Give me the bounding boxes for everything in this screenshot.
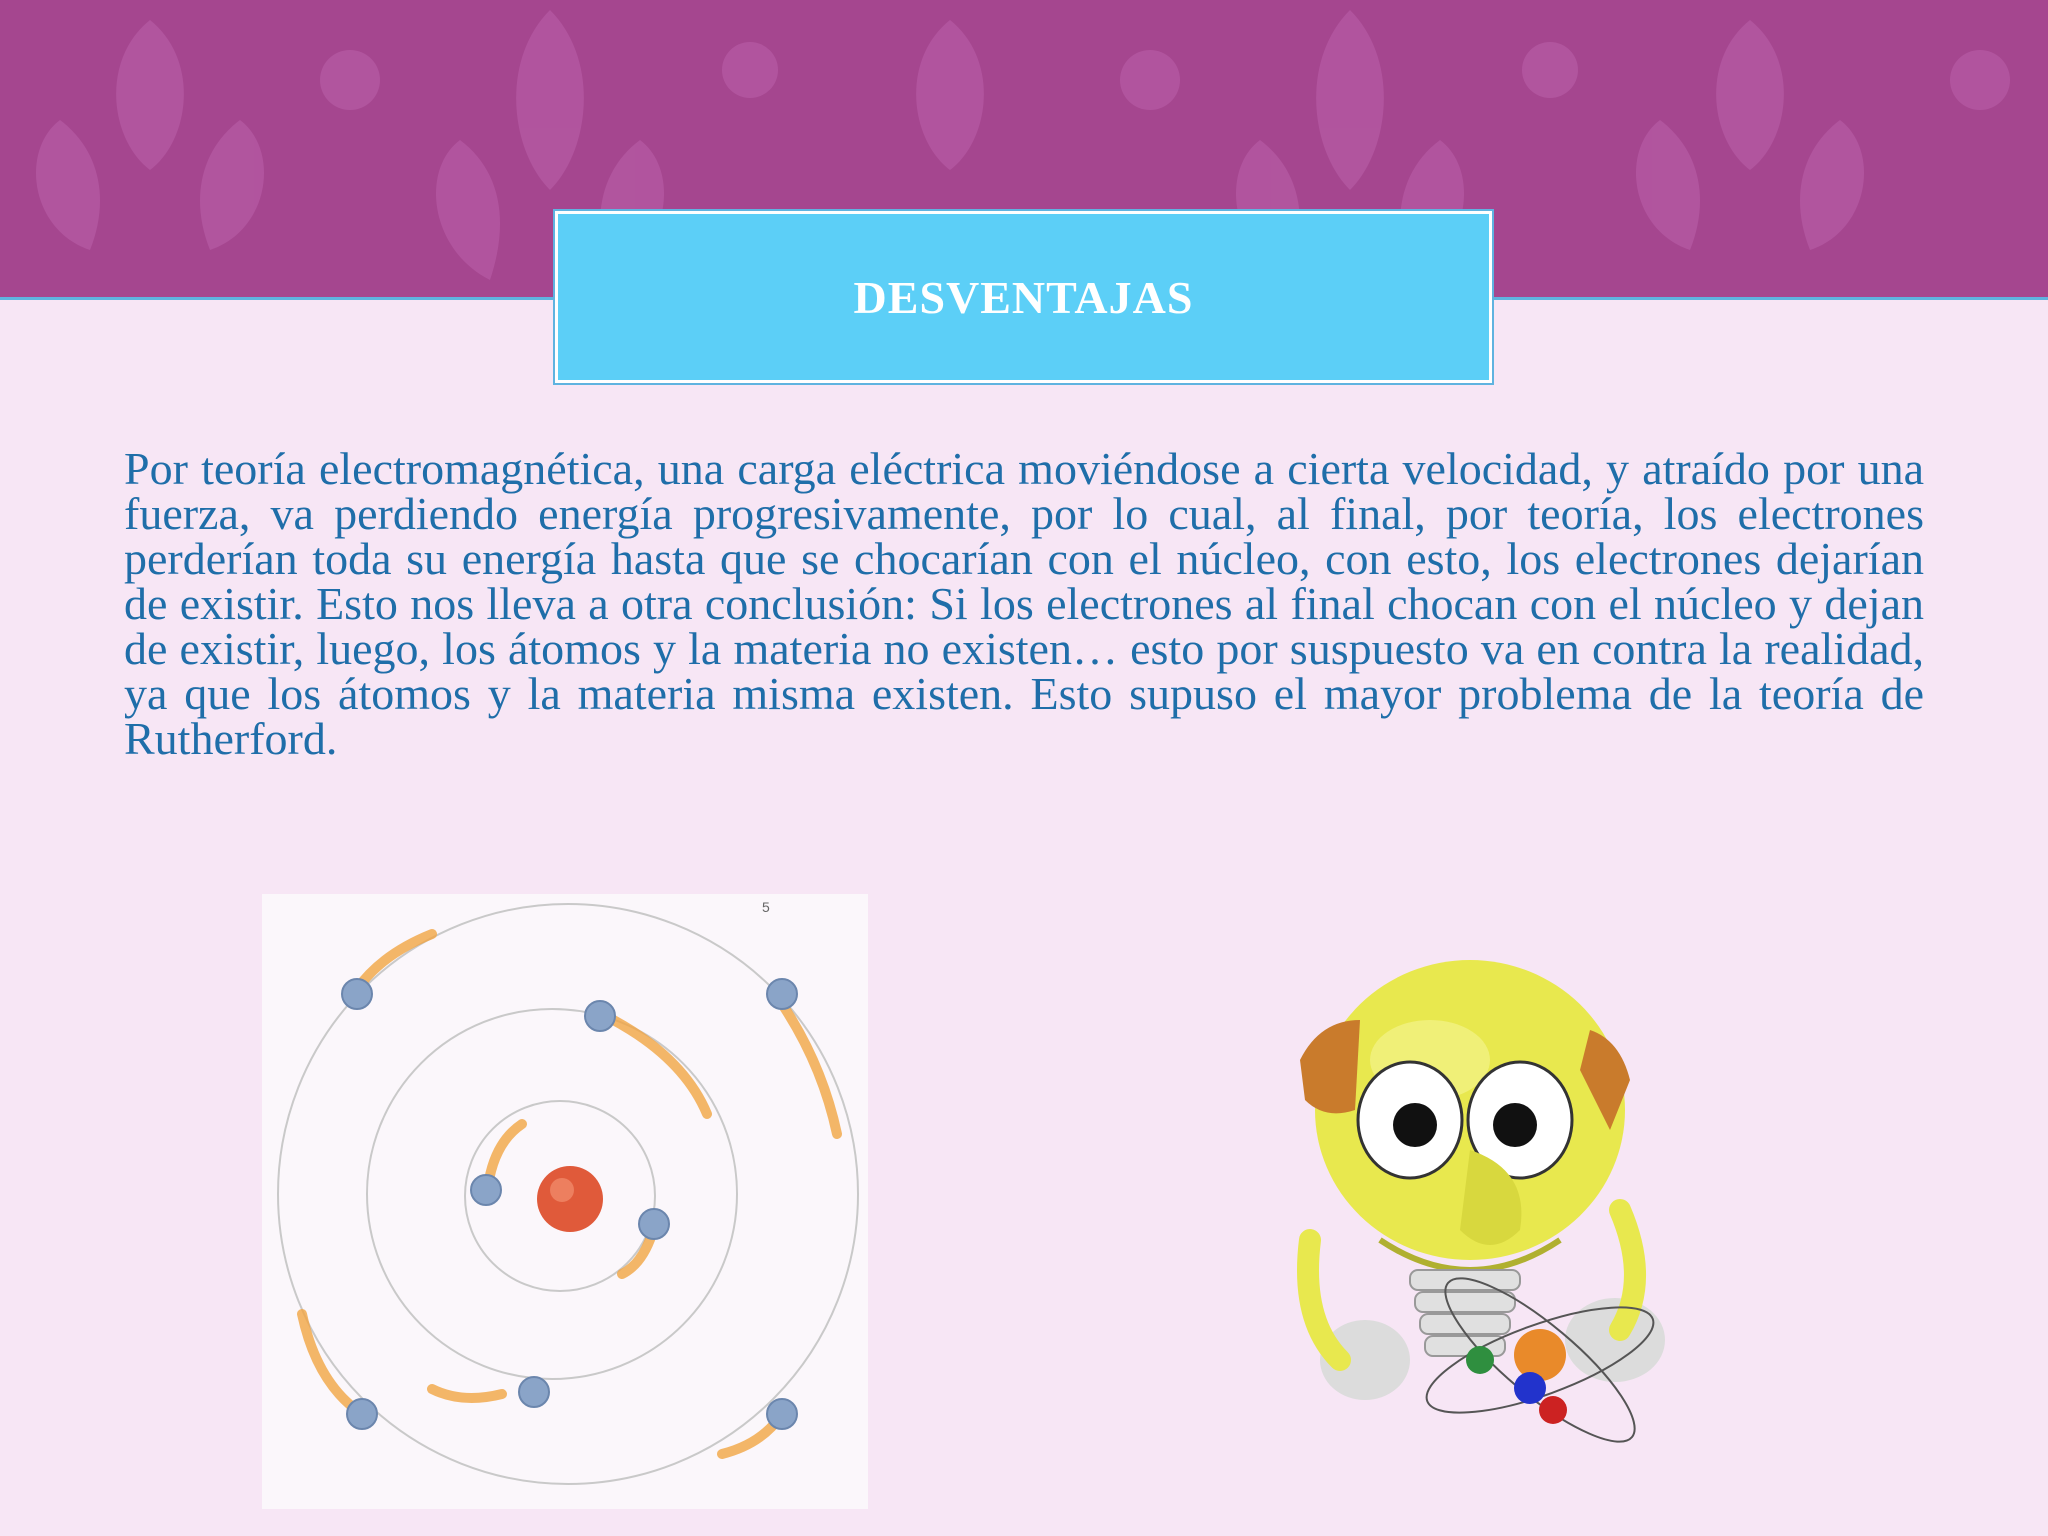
slide-title: DESVENTAJAS xyxy=(853,271,1194,323)
body-paragraph: Por teoría electromagnética, una carga eléctrica moviéndose a cierta velocidad, y atraído por una fuerza, va perdiendo energía progresivamente, por lo cual, al final, por teoría, los electrones perderían toda su energía hasta que se chocarían con el núcleo, con esto, los electrones dejarían de existir. Esto nos lleva a otra conclusión: Si los electrones al final chocan con el núcleo y dejan de existir, luego, los átomos y la materia no existen… esto por suspuesto va en contra la realidad, ya que los átomos y la materia misma existen. Esto supuso el mayor problema de la teoría de Rutherford. xyxy=(124,443,1924,764)
atom-diagram-image xyxy=(262,894,868,1509)
figure-label: 5 xyxy=(762,899,770,915)
cartoon-scientist-image xyxy=(1270,940,1730,1480)
title-box xyxy=(555,211,1492,383)
